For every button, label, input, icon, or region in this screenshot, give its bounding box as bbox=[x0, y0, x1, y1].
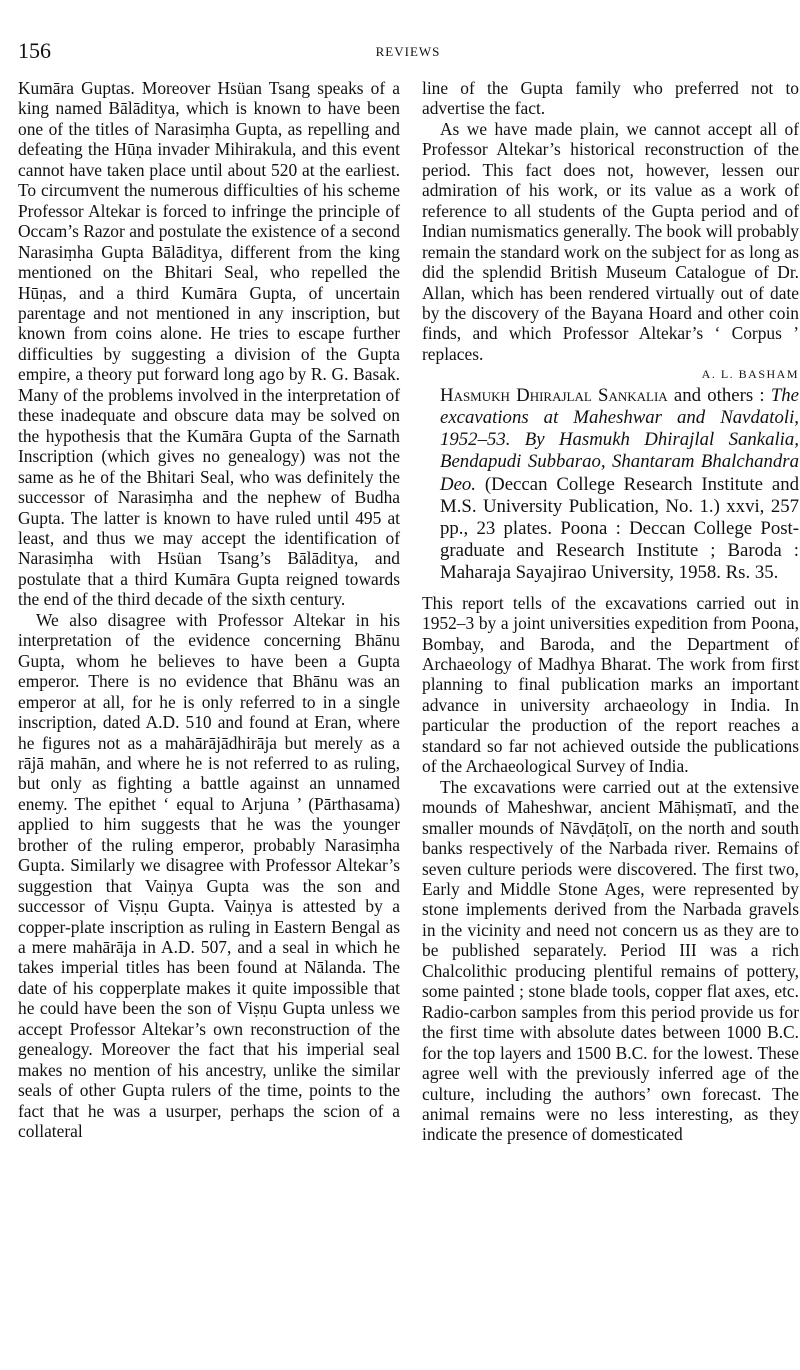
paragraph: The excavations were carried out at the extensive mounds of Maheshwar, ancient Māhiṣmatī, and the smaller mounds of Nāvḍāṭolī, on the north and south banks respectively of the Narbada river. Remains of seven culture periods were discovered. The first two, Early and Middle Stone Ages, were represented by stone implements derived from the Narbada gravels in the vicinity and need not concern us as they are to be published separately. Period III was a rich Chalcolithic producing plentiful remains of pottery, some painted ; stone blade tools, copper flat axes, etc. Radio-carbon samples from this period provide us for the first time with absolute dates between 1000 B.C. for the top layers and 1500 B.C. for the lowest. These agree well with the previously inferred age of the culture, including the authors’ own forecast. The animal remains were no less interesting, as they indicate the presence of domesticated bbox=[422, 776, 799, 1145]
reviewer-signature: A. L. BASHAM bbox=[701, 367, 799, 382]
left-column bbox=[18, 78, 400, 1142]
paragraph: As we have made plain, we cannot accept all of Professor Altekar’s historical reconstruction of the period. This fact does not, however, lessen our admiration of his work, or its value as a work of reference to all students of the Gupta period and of Indian numismatics generally. The book will probably remain the standard work on the subject for as long as did the splendid British Museum Catalogue of Dr. Allan, which has been rendered virtually out of date by the discovery of the Bayana Hoard and other coin finds, and which Professor Altekar’s ‘ Corpus ’ replaces. bbox=[422, 118, 799, 364]
page-number: 156 bbox=[18, 38, 51, 63]
page-header bbox=[18, 38, 798, 66]
paragraph: This report tells of the excavations carried out in 1952–3 by a joint universities expedition from Poona, Bombay, and Baroda, and the Department of Archaeology of Madhya Bharat. The work from first planning to final publication marks an important advance in university archaeology in India. In particular the production of the report reaches a standard so far not achieved outside the publications of the Archaeological Survey of India. bbox=[422, 592, 799, 777]
paragraph: line of the Gupta family who preferred not to advertise the fact. bbox=[422, 78, 799, 119]
review-author: Hasmukh Dhirajlal Sankalia bbox=[440, 384, 668, 406]
running-head: REVIEWS bbox=[375, 44, 441, 59]
review-publication-details: (Deccan College Research Institute and M.S. University Publication, No. 1.) xxvi, 257 pp., 23 plates. Poona : Deccan College Post-graduate and Research Institute ; Baroda : Maharaja Sayajirao University, 1958. Rs. 35. bbox=[440, 473, 799, 584]
right-column bbox=[422, 78, 799, 1145]
paragraph: We also disagree with Professor Altekar in his interpretation of the evidence concerning Bhānu Gupta, whom he believes to have been a Gupta emperor. There is no evidence that Bhānu was an emperor at all, for he is only referred to in a single inscription, dated A.D. 510 and found at Eran, where he figures not as a mahārājādhirāja but merely as a rājā mahān, and where he is not referred to as ruling, but only as fighting a battle against an unnamed enemy. The epithet ‘ equal to Arjuna ’ (Pārthasama) applied to him suggests that he was the younger brother of the ruling emperor, probably Narasiṃha Gupta. Similarly we disagree with Professor Altekar’s suggestion that Vaiṇya Gupta was the son and successor of Viṣṇu Gupta. Vaiṇya is attested by a copper-plate inscription as ruling in Eastern Bengal as a mere mahārāja in A.D. 507, and a seal in which he takes imperial titles has been found at Nālanda. The date of his copperplate makes it quite impossible that he could have been the son of Viṣṇu Gupta unless we accept Professor Altekar’s own reconstruction of the genealogy. Moreover the fact that his imperial seal makes no mention of his ancestry, unlike the similar seals of other Gupta rulers of the time, points to the fact that he was a usurper, perhaps the scion of a collateral bbox=[18, 609, 400, 1142]
review-and-others: and others : bbox=[673, 384, 765, 406]
paragraph: Kumāra Guptas. Moreover Hsüan Tsang speaks of a king named Bālāditya, which is known to have been one of the titles of Narasiṃha Gupta, as repelling and defeating the Hūṇa invader Mihirakula, and this event cannot have taken place until about 520 at the earliest. To circumvent the numerous difficulties of his scheme Professor Altekar is forced to infringe the principle of Occam’s Razor and postulate the existence of a second Narasiṃha Gupta Bālāditya, different from the king mentioned on the Bhitari Seal, who repelled the Hūṇas, and a third Kumāra Gupta, of uncertain parentage and not mentioned in any inscription, but known from coins alone. He tries to escape further difficulties by suggesting a division of the Gupta empire, a theory put forward long ago by R. G. Basak. Many of the problems involved in the interpretation of these inadequate and obscure data may be solved on the hypothesis that the Kumāra Gupta of the Sarnath Inscription (which gives no genealogy) was not the same as he of the Bhitari Seal, who was definitely the successor of Narasiṃha and the nephew of Budha Gupta. The latter is known to have ruled until 495 at least, and thus we may accept the identification of Narasiṃha with Hsüan Tsang’s Bālāditya, and postulate that a third Kumāra Gupta reigned towards the end of the third decade of the sixth century. bbox=[18, 78, 400, 610]
review-heading bbox=[422, 385, 799, 585]
review-book-title: The excavations at Maheshwar and Navdatoli, 1952–53. By Hasmukh Dhirajlal Sankalia, Bendapudi Subbarao, Shantaram Bhalchandra Deo. bbox=[440, 384, 800, 495]
